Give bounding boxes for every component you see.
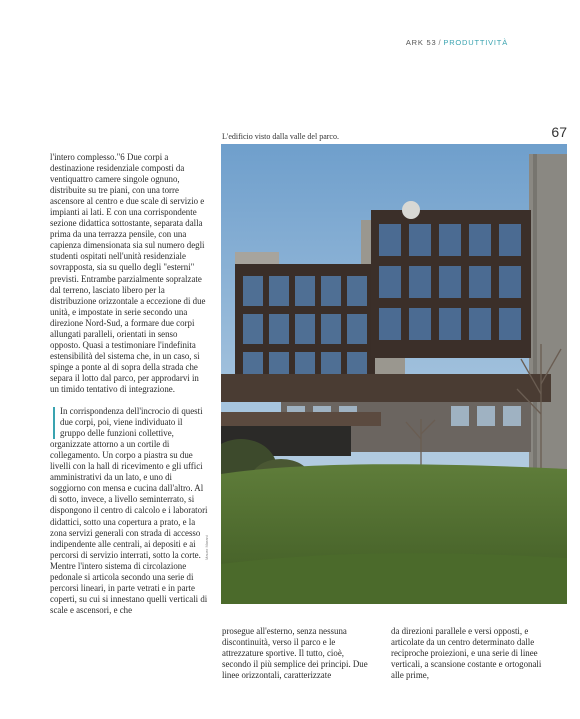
right-text-column <box>391 626 546 681</box>
right-paragraph: da direzioni parallele e versi opposti, e articolate da un centro determinato dalle reciproche proiezioni, e una serie di linee verticali, a scansione costante e ortogonali alle prime, <box>391 626 542 681</box>
middle-paragraph: prosegue all'esterno, senza nessuna discontinuità, verso il parco e le attrezzature sportive. Il tutto, cioè, secondo il più semplice dei principi. Due linee orizzontali, caratterizzate <box>222 626 368 681</box>
paragraph-2-wrapper <box>50 406 208 616</box>
photo-credit: Mauro Marani <box>204 535 209 560</box>
photo-caption: L'edificio visto dalla valle del parco. <box>222 132 339 141</box>
running-header <box>406 38 508 47</box>
building-photo <box>221 144 567 604</box>
paragraph-2: In corrispondenza dell'incrocio di questi due corpi, poi, viene individuato il gruppo delle funzioni collettive, organizzate attorno a un cortile di collegamento. Un corpo a piastra su due livelli con la hall di ricevimento e gli uffici amministrativi da un lato, e uno di soggiorno con mensa e cucina dall'altro. Al di sotto, invece, a livello seminterrato, si dispongono il centro di calcolo e i laboratori didattici, sotto una copertura a prato, e la zona servizi generali con strada di accesso indipendente alle centrali, ai depositi e ai percorsi di servizio interrati, sotto la corte. Mentre l'intero sistema di circolazione pedonale si articola secondo una serie di percorsi lineari, in parte vetrati e in parte coperti, su cui si innestano quelli verticali di scale e ascensori, e che <box>50 406 208 615</box>
building-photo-illustration <box>221 144 567 604</box>
section-name: PRODUTTIVITÀ <box>443 38 508 47</box>
magazine-issue: ARK 53 <box>405 38 437 47</box>
page-number: 67 <box>551 124 567 140</box>
left-text-column <box>50 152 208 616</box>
dropcap-accent <box>53 407 55 439</box>
paragraph-1: l'intero complesso."6 Due corpi a destinazione residenziale composti da ventiquattro camere singole ognuno, distribuite su tre piani, con una torre ascensore al centro e due scale di servizio e impianti ai lati. E con una corrispondente sezione didattica sottostante, separata dalla prima da una terrazza pensile, con una capienza dimensionata sia sul numero degli studenti ospitati nell'unità residenziale sovrapposta, sia su quello degli "esterni" previsti. Entrambe parzialmente sopralzate dal terreno, lasciato libero per la distribuzione orizzontale a eccezione di due unità, e impostate in serie secondo una direzione Nord-Sud, a formare due corpi allungati paralleli, orientati in senso opposto. Quasi a testimoniare l'indefinita estensibilità del sistema che, in un caso, si spinge a ponte al di sopra della strada che separa il lotto dal parco, per approdarvi in un timido tentativo di integrazione. <box>50 152 206 394</box>
middle-text-column <box>222 626 372 681</box>
header-separator: / <box>438 38 442 47</box>
